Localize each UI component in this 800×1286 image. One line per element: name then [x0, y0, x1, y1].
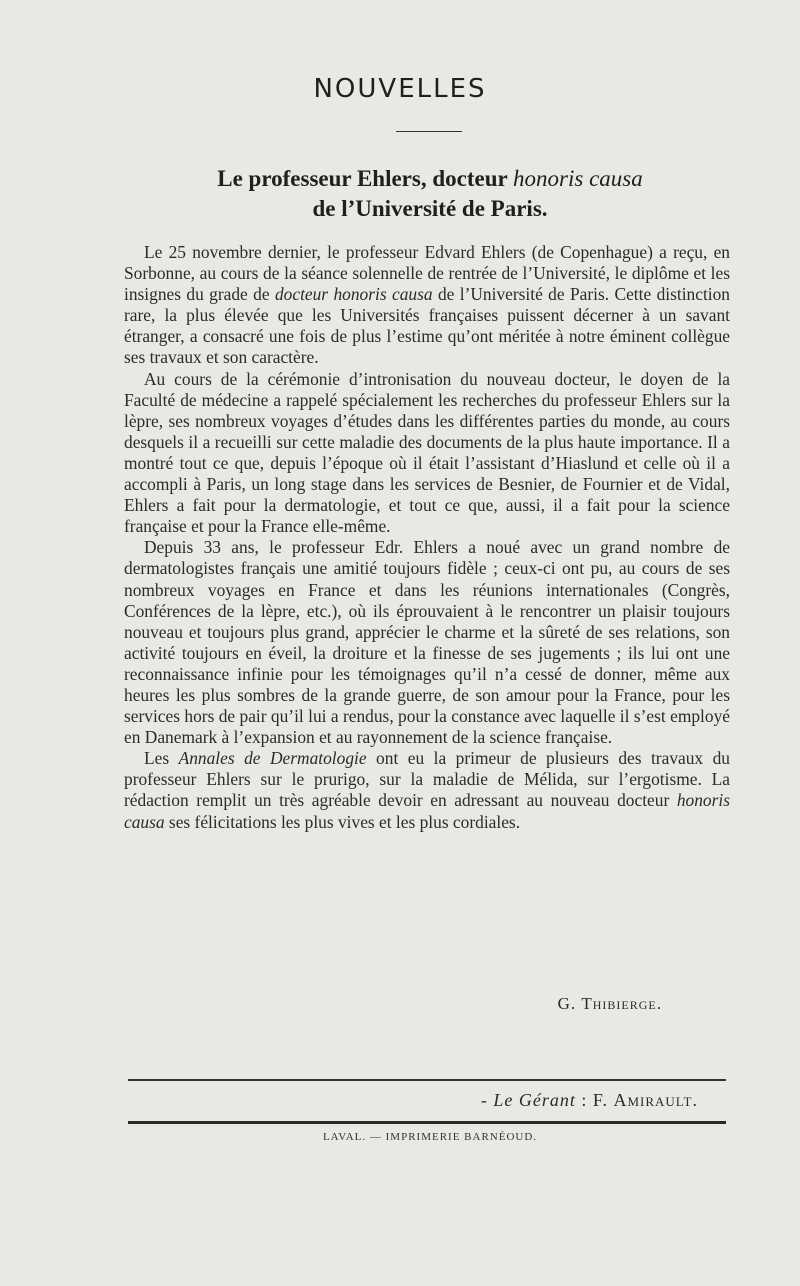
headline-line1: Le professeur Ehlers, docteur [217, 166, 514, 191]
paragraph-4-italic-b: honoris causa [124, 790, 730, 832]
paragraph-4-text-c: ses félicitations les plus vives et les plus cordiales. [164, 811, 521, 832]
paragraph-4-text-b: ont eu la primeur de plusieurs des travaux du professeur Ehlers sur le prurigo, sur la maladie de Mélida, sur l’ergotisme. La rédaction remplit un très agréable devoir en adressant au nouveau docteur [124, 748, 730, 811]
paragraph-1 [124, 242, 730, 369]
gerant-line [481, 1090, 698, 1111]
paragraph-2: Au cours de la cérémonie d’intronisation du nouveau docteur, le doyen de la Faculté de médecine a rappelé spécialement les recherches du professeur Ehlers sur la lèpre, ses nombreux voyages d’études dans les différentes parties du monde, au cours desquels il a recueilli sur cette maladie des documents de la plus haute importance. Il a montré tout ce que, depuis l’époque où il était l’assistant d’Hiaslund et celle où il a accompli à Paris, un long stage dans les services de Besnier, de Fournier et de Vidal, Ehlers a fait pour la dermatologie, et tout ce que, aussi, il a fait pour la science française et pour la France elle-même. [124, 368, 730, 537]
signature-initial: G. [557, 994, 582, 1013]
section-title: NOUVELLES [313, 74, 487, 104]
footer-rule-bottom [128, 1121, 726, 1124]
gerant-name: Amirault. [613, 1090, 698, 1110]
paragraph-3: Depuis 33 ans, le professeur Edr. Ehlers a noué avec un grand nombre de dermatologistes français une amitié toujours fidèle ; ceux-ci ont pu, au cours de ses nombreux voyages en France et dans les réunions internationales (Congrès, Conférences de la lèpre, etc.), où ils éprouvaient à le rencontrer un plaisir toujours nouveau et toujours plus grand, apprécier le charme et la sûreté de ses relations, son activité toujours en éveil, la droiture et la finesse de ses jugements ; ils lui ont une reconnaissance infinie pour les témoignages qu’il n’a cessé de donner, même aux heures les plus sombres de la grande guerre, de son amour pour la France, pour les services hors de pair qu’il lui a rendus, pour la constance avec laquelle il s’est employé en Danemark à l’expansion et au rayonnement de la science française. [124, 537, 730, 748]
paragraph-4-italic-a: Annales de Dermatologie [178, 748, 367, 769]
gerant-prefix: - [480, 1090, 494, 1110]
paragraph-1-text-a: Le 25 novembre dernier, le professeur Edvard Ehlers (de Copenhague) a reçu, en Sorbonne, au cours de la séance solennelle de rentrée de l’Université, le diplôme et les insignes du grade de [124, 242, 730, 305]
paragraph-4 [124, 748, 730, 832]
title-divider [396, 131, 462, 132]
paragraph-4-text-a: Les [144, 748, 179, 769]
article-headline [0, 164, 800, 224]
footer-rule-top [128, 1079, 726, 1081]
paragraph-1-italic: docteur honoris causa [274, 284, 433, 305]
headline-italic: honoris causa [513, 166, 643, 191]
headline-line2: de l’Université de Paris. [312, 196, 548, 221]
author-signature [558, 994, 662, 1014]
signature-name: Thibierge. [581, 994, 662, 1013]
gerant-label: Le Gérant [493, 1090, 576, 1110]
gerant-separator: : F. [575, 1090, 614, 1110]
printer-imprint: LAVAL. — IMPRIMERIE BARNÉOUD. [322, 1131, 538, 1143]
paragraph-1-text-b: de l’Université de Paris. Cette distinction rare, la plus élevée que les Universités françaises puissent décerner à un savant étranger, a consacré une fois de plus l’estime qu’ont méritée à notre éminent collègue ses travaux et son caractère. [124, 284, 730, 368]
article-body [124, 242, 730, 833]
